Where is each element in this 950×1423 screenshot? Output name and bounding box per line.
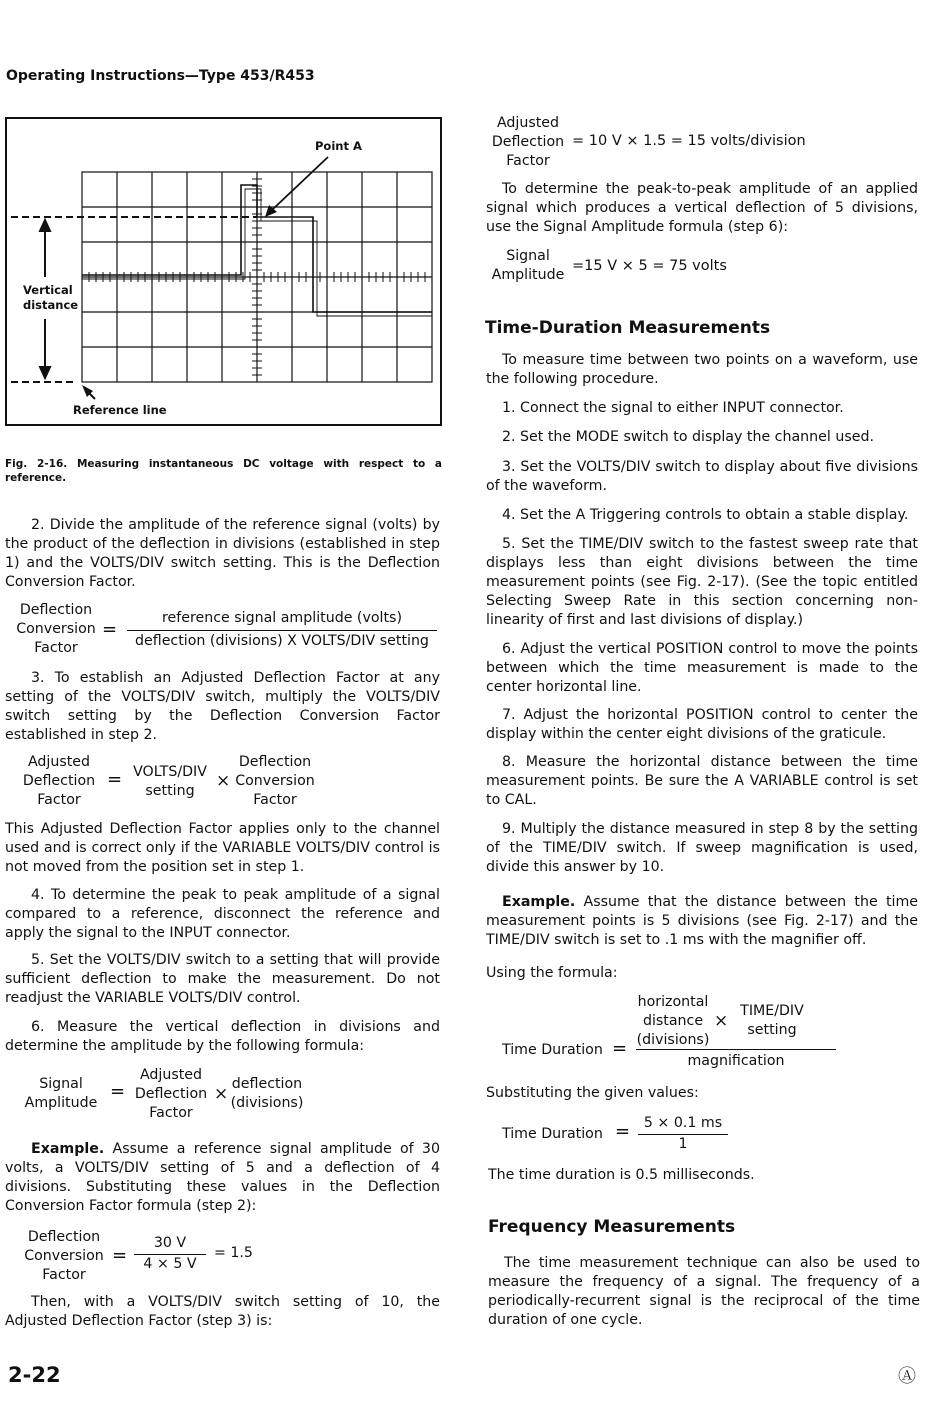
example-paragraph-right: Example. Assume that the distance between the time measurement points is 5 divisions (see Fig. 2-17) and the TIME/DIV switch is set to .1 ms with the magnifier off. [486, 894, 918, 948]
fraction-line [638, 1134, 728, 1154]
formula-equals: = [107, 769, 123, 790]
fraction-line [636, 1049, 836, 1050]
formula-equals: = [615, 1121, 631, 1142]
formula-equals: = [112, 1245, 128, 1266]
example-paragraph-left: Example. Assume a reference signal amplitude of 30 volts, a VOLTS/DIV setting of 5 and a deflection of 4 divisions. Substituting these values in the Deflection Conversion Factor formula (step 2): [5, 1141, 440, 1214]
formula-fraction [134, 1234, 206, 1274]
time-step-9: 9. Multiply the distance measured in step 8 by the setting of the TIME/DIV switch. If sweep magnification is used, divide this answer by 10. [486, 821, 918, 875]
formula-equals: = [110, 1081, 126, 1102]
formula-time-div-setting: TIME/DIV setting [740, 1003, 804, 1038]
formula-deflection-divisions: deflection (divisions) [230, 1076, 304, 1111]
formula-deflection-conversion-factor: Deflection Conversion Factor [235, 754, 315, 808]
fraction-numerator: 30 V [153, 1235, 187, 1251]
formula-horizontal-distance: horizontal distance (divisions) [636, 994, 710, 1048]
time-step-1: 1. Connect the signal to either INPUT connector. [502, 400, 844, 416]
formula-equals: = [102, 619, 118, 640]
formula-fraction [127, 609, 437, 651]
time-step-8: 8. Measure the horizontal distance between the time measurement points. Be sure the A VARIABLE control is set to CAL. [486, 754, 918, 808]
formula-deflection-conversion-lhs: Deflection Conversion Factor [24, 1229, 104, 1283]
formula-signal-amplitude-rhs: =15 V × 5 = 75 volts [572, 258, 727, 274]
amplitude-paragraph: To determine the peak-to-peak amplitude of an applied signal which produces a vertical deflection of 5 divisions, use the Signal Amplitude formula (step 6): [486, 181, 918, 235]
step-4-paragraph: 4. To determine the peak to peak amplitude of a signal compared to a reference, disconnect the reference and apply the signal to the INPUT connector. [5, 887, 440, 941]
step-2-paragraph: 2. Divide the amplitude of the reference signal (volts) by the product of the deflection in divisions (established in step 1) and the VOLTS/DIV switch setting. This is the Deflection Conversion Factor. [5, 517, 440, 590]
tektronix-logo: Ⓐ [898, 1366, 916, 1387]
fraction-denominator: deflection (divisions) X VOLTS/DIV setting [135, 633, 429, 649]
formula-adjusted-deflection-lhs: Adjusted Deflection Factor [491, 115, 565, 169]
formula-volts-div-setting: VOLTS/DIV setting [133, 764, 207, 799]
section-title-frequency: Frequency Measurements [488, 1217, 736, 1237]
formula-time-duration-lhs: Time Duration [502, 1042, 603, 1058]
formula-signal-amplitude-lhs: Signal Amplitude [491, 248, 565, 283]
then-paragraph: Then, with a VOLTS/DIV switch setting of 10, the Adjusted Deflection Factor (step 3) is: [5, 1294, 440, 1329]
example-label: Example. [31, 1141, 105, 1157]
formula-deflection-conversion-lhs: Deflection Conversion Factor [16, 602, 96, 656]
time-step-6: 6. Adjust the vertical POSITION control to move the points between which the time measurement is made to the center horizontal line. [486, 641, 918, 695]
figure-caption: Fig. 2-16. Measuring instantaneous DC voltage with respect to a reference. [5, 458, 442, 484]
fraction-denominator: magnification [687, 1053, 785, 1069]
adjusted-factor-note: This Adjusted Deflection Factor applies only to the channel used and is correct only if the VARIABLE VOLTS/DIV control is not moved from the position set in step 1. [5, 821, 440, 875]
page-number: 2-22 [8, 1363, 61, 1387]
figure-2-16 [5, 117, 442, 426]
step-6-paragraph: 6. Measure the vertical deflection in divisions and determine the amplitude by the following formula: [5, 1019, 440, 1054]
fraction-line [127, 630, 437, 651]
time-step-3: 3. Set the VOLTS/DIV switch to display about five divisions of the waveform. [486, 459, 918, 494]
step-5-paragraph: 5. Set the VOLTS/DIV switch to a setting that will provide sufficient deflection to make the measurement. Do not readjust the VARIABLE VOLTS/DIV control. [5, 952, 440, 1006]
fraction-line [134, 1254, 206, 1274]
formula-time-duration-lhs: Time Duration [502, 1126, 603, 1142]
time-step-2: 2. Set the MODE switch to display the channel used. [502, 429, 874, 445]
formula-times: × [214, 1084, 229, 1104]
formula-adjusted-deflection-lhs: Adjusted Deflection Factor [22, 754, 96, 808]
time-intro-paragraph: To measure time between two points on a waveform, use the following procedure. [486, 352, 918, 387]
reference-line-label: Reference line [73, 403, 167, 417]
formula-fraction [638, 1114, 728, 1154]
fraction-numerator: reference signal amplitude (volts) [162, 610, 402, 626]
formula-adjusted-deflection-factor: Adjusted Deflection Factor [134, 1067, 208, 1121]
fraction-denominator: 4 × 5 V [143, 1256, 197, 1272]
formula-times: × [216, 771, 231, 791]
result-text: The time duration is 0.5 milliseconds. [488, 1167, 755, 1183]
formula-signal-amplitude-lhs: Signal Amplitude [24, 1076, 98, 1111]
frequency-paragraph: The time measurement technique can also be used to measure the frequency of a signal. The frequency of a periodically-recurrent signal is the reciprocal of the time duration of one cycle. [488, 1255, 920, 1328]
section-title-time-duration: Time-Duration Measurements [485, 318, 771, 338]
formula-equals: = [612, 1038, 628, 1059]
formula-adjusted-deflection-rhs: = 10 V × 1.5 = 15 volts/division [572, 133, 806, 149]
vertical-distance-label: Vertical distance [23, 283, 79, 312]
step-3-paragraph: 3. To establish an Adjusted Deflection Factor at any setting of the VOLTS/DIV switch, multiply the VOLTS/DIV switch setting by the Deflection Conversion Factor established in step 2. [5, 670, 440, 743]
waveform-diagram [5, 117, 442, 426]
fraction-numerator: 5 × 0.1 ms [643, 1115, 723, 1131]
point-a-label: Point A [315, 139, 362, 153]
substituting-text: Substituting the given values: [486, 1085, 699, 1101]
time-step-5: 5. Set the TIME/DIV switch to the fastest sweep rate that displays less than eight divisions between the time measurement points (see Fig. 2-17). (See the topic entitled Selecting Sweep Rate in this section concerning non-linearity of first and last divisions of display.) [486, 536, 918, 628]
time-step-4: 4. Set the A Triggering controls to obtain a stable display. [502, 507, 909, 523]
page-header: Operating Instructions—Type 453/R453 [6, 68, 315, 84]
formula-result: = 1.5 [214, 1245, 253, 1261]
time-step-7: 7. Adjust the horizontal POSITION control to center the display within the center eight divisions of the graticule. [486, 707, 918, 742]
using-formula-text: Using the formula: [486, 965, 618, 981]
example-label: Example. [502, 894, 576, 910]
formula-times: × [714, 1011, 729, 1031]
fraction-denominator: 1 [678, 1136, 688, 1152]
